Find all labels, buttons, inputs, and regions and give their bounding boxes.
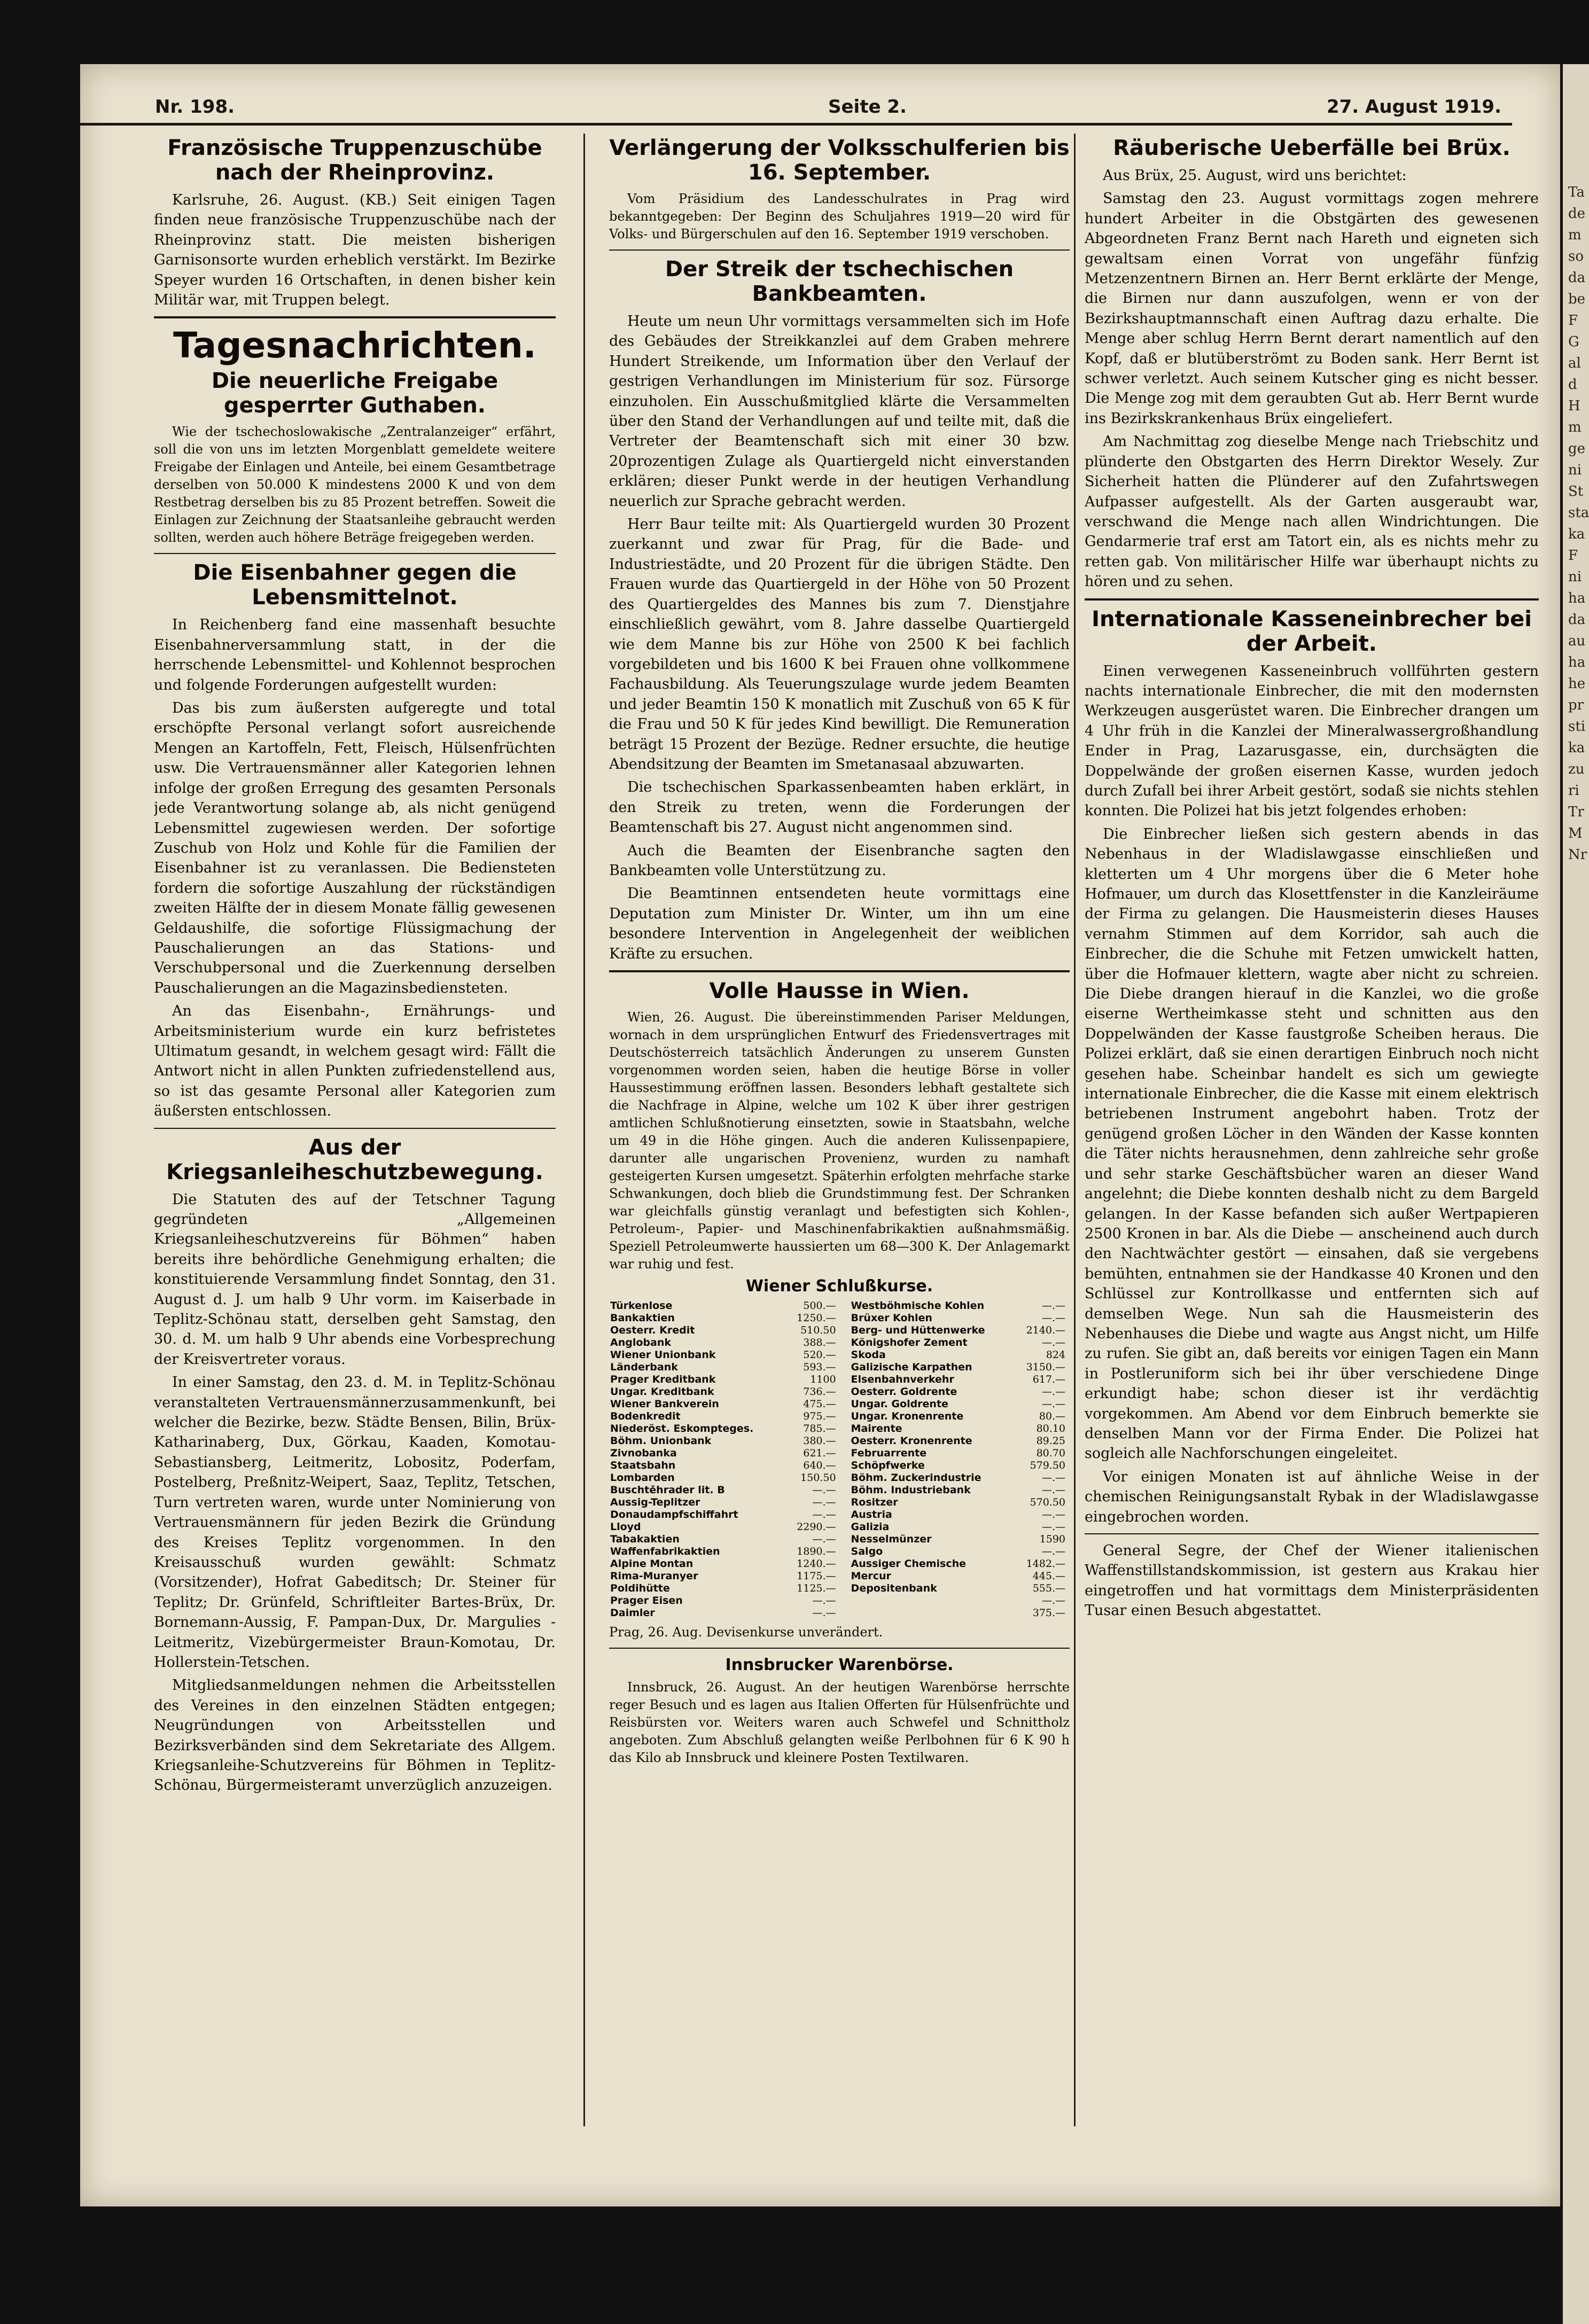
article-headline: Der Streik der tschechischen Bankbeamten. <box>665 257 1014 306</box>
stock-price: 475.— <box>803 1398 836 1410</box>
strip-fragment: m <box>1568 419 1582 435</box>
article-paragraph: Heute um neun Uhr vormittags versammelten sich im Hofe des Gebäudes der Streikkanzlei auf dem Graben mehrere Hundert Streikende, um Information über den Verlauf der gestrigen Verhandlungen im Ministerium für soz. Fürsorge einzuholen. Ein Ausschußmitglied klärte die Versammelten über den Stand der Verhandlungen auf und teilte mit, daß die Vertreter der Beamtenschaft sich mit einer 30 bzw. 20prozentigen Zulage als Quartiergeld nicht einverstanden erklären; dieser Punkt werde in der heutigen Verhandlung neuerlich zur Sprache gebracht werden. <box>609 313 1070 510</box>
stock-price: 621.— <box>803 1447 836 1459</box>
article-paragraph: In Reichenberg fand eine massenhaft besuchte Eisenbahnerversammlung statt, in der die herrschende Lebensmittel- und Kohlennot besprochen und folgende Forderungen aufgestellt wurden: <box>154 617 556 693</box>
section-title: Tagesnachrichten. <box>173 325 536 366</box>
stock-price: —.— <box>812 1607 836 1619</box>
article-headline: Verlängerung der Volksschulferien bis 16. September. <box>609 136 1070 185</box>
stock-name <box>850 1607 1016 1619</box>
stock-row <box>609 1595 1070 1607</box>
stock-price: 150.50 <box>800 1472 836 1484</box>
strip-fragment: zu <box>1568 761 1585 777</box>
stock-price: 1482.— <box>1026 1558 1065 1570</box>
stock-price: —.— <box>812 1533 836 1545</box>
stock-price: —.— <box>1041 1398 1065 1410</box>
strip-fragment: be <box>1568 291 1586 307</box>
stock-gap <box>840 1595 850 1607</box>
article-paragraph: Aus Brüx, 25. August, wird uns berichtet: <box>1103 167 1407 184</box>
stock-row <box>609 1410 1070 1423</box>
article-paragraph: Vom Präsidium des Landesschulrates in Prag wird bekanntgegeben: Der Beginn des Schuljahres 1919—20 wird für Volks- und Bürgerschulen auf den 16. September 1919 verschoben. <box>609 191 1070 241</box>
article-divider <box>154 553 556 554</box>
stock-row <box>609 1533 1070 1546</box>
stock-name: Lloyd <box>610 1521 641 1533</box>
stock-row <box>609 1349 1070 1361</box>
stock-name: Buschtěhrader lit. B <box>610 1484 725 1496</box>
stock-name: Daimler <box>610 1607 655 1619</box>
stock-price: —.— <box>1041 1312 1065 1324</box>
strip-fragment: Nr <box>1568 847 1587 863</box>
stock-price: —.— <box>1041 1386 1065 1398</box>
issue-number: Nr. 198. <box>155 96 235 118</box>
stock-price: 1100 <box>810 1374 836 1385</box>
article-paragraph: Einen verwegenen Kasseneinbruch vollführten gestern nachts internationale Einbrecher, die mit den modernsten Werkzeugen ausgerüstet waren. Die Einbrecher drangen um 4 Uhr früh in die Kanzlei der Mineralwassergroßhandlung Ender in Prag, Lazarusgasse, ein, durchsägten die Doppelwände der großen eisernen Kasse, wurden jedoch durch Zufall bei ihrer Arbeit gestört, sodaß sie nichts stehlen konnten. Die Polizei hat bis jetzt folgendes erhoben: <box>1085 662 1539 820</box>
page-header <box>80 96 1512 126</box>
stock-row <box>609 1558 1070 1570</box>
stock-name: Anglobank <box>610 1337 671 1348</box>
strip-fragment: ha <box>1568 654 1586 670</box>
stock-price: 2290.— <box>797 1521 836 1533</box>
stock-price: 3150.— <box>1026 1361 1065 1373</box>
article-paragraph: Wie der tschechoslowakische „Zentralanzeiger“ erfährt, soll die von uns im letzten Morgenblatt gemeldete weitere Freigabe der Einlagen und Anteile, bei einem Gesamtbetrage derselben von 50.000 K mindestens 2000 K und von dem Restbetrag derselben bis zu 85 Prozent betreffen. Soweit die Einlagen zur Zeichnung der Staatsanleihe gebraucht werden sollten, werden auch höhere Beträge freigegeben werden. <box>154 424 556 545</box>
stock-gap <box>840 1435 850 1447</box>
stock-name: Zivnobanka <box>610 1447 677 1459</box>
article-divider <box>154 316 556 318</box>
adjacent-page-edge <box>1563 64 1589 2324</box>
stock-price: —.— <box>1041 1472 1065 1484</box>
stock-name: Berg- und Hüttenwerke <box>851 1324 985 1336</box>
stock-row <box>609 1398 1070 1410</box>
stock-row <box>609 1607 1070 1619</box>
stock-name: Staatsbahn <box>610 1460 676 1471</box>
stock-name: Bodenkredit <box>610 1410 681 1422</box>
stock-price: 89.25 <box>1036 1435 1065 1447</box>
column-left <box>154 134 556 2132</box>
stock-note: Prag, 26. Aug. Devisenkurse unverändert. <box>609 1625 883 1640</box>
stock-name: Westböhmische Kohlen <box>851 1300 985 1312</box>
article-paragraph: Karlsruhe, 26. August. (KB.) Seit einigen Tagen finden neue französische Truppenzuschübe nach der Rheinprovinz statt. Die meisten bisherigen Garnisonsorte wurden erheblich verstärkt. Im Bezirke Speyer wurden 16 Ortschaften, in denen bisher kein Militär war, mit Truppen belegt. <box>154 192 556 309</box>
strip-fragment: pr <box>1568 697 1584 713</box>
stock-price: 380.— <box>803 1435 836 1447</box>
stock-name: Skoda <box>851 1349 886 1361</box>
stock-gap <box>840 1386 850 1398</box>
stock-row <box>609 1374 1070 1386</box>
stock-price: —.— <box>1041 1509 1065 1520</box>
stock-price: 510.50 <box>800 1324 836 1336</box>
article-paragraph: An das Eisenbahn-, Ernährungs- und Arbeitsministerium wurde ein kurz befristetes Ultimatum gesandt, in welchem gesagt wird: Fällt die Antwort nicht in allen Punkten zufriedenstellend aus, so ist das gesamte Personal aller Kategorien zum äußersten entschlossen. <box>154 1003 556 1120</box>
article-paragraph: General Segre, der Chef der Wiener italienischen Waffenstillstandskommission, ist gestern aus Krakau hier eingetroffen und hat vormittags dem Ministerpräsidenten Tusar einen Besuch abgestattet. <box>1085 1542 1539 1619</box>
stock-row <box>609 1337 1070 1349</box>
stock-price: 375.— <box>1032 1607 1065 1619</box>
stock-price: 570.50 <box>1030 1496 1065 1508</box>
stock-row <box>609 1386 1070 1398</box>
article-headline: Innsbrucker Warenbörse. <box>725 1656 954 1674</box>
stock-gap <box>840 1607 850 1619</box>
stock-price: 1240.— <box>797 1558 836 1570</box>
article-headline: Räuberische Ueberfälle bei Brüx. <box>1113 136 1510 160</box>
stock-name: Schöpfwerke <box>851 1460 925 1471</box>
stock-gap <box>840 1496 850 1509</box>
article-paragraph: Die tschechischen Sparkassenbeamten haben erklärt, in den Streik zu treten, wenn die Forderungen der Beamtenschaft bis 27. August nicht angenommen sind. <box>609 779 1070 836</box>
stock-name: Niederöst. Eskompteges. <box>610 1423 754 1434</box>
strip-fragment: da <box>1568 612 1586 628</box>
stock-quotes-table <box>609 1300 1070 1619</box>
stock-name: Alpine Montan <box>610 1558 694 1570</box>
stock-price: 1590 <box>1039 1533 1065 1545</box>
stock-gap <box>840 1300 850 1312</box>
stock-gap <box>840 1533 850 1546</box>
strip-fragment: da <box>1568 270 1586 286</box>
stock-price: 1890.— <box>797 1546 836 1557</box>
stock-table-title: Wiener Schlußkurse. <box>745 1277 933 1296</box>
stock-name: Länderbank <box>610 1361 678 1373</box>
article-paragraph: Wien, 26. August. Die übereinstimmenden Pariser Meldungen, wornach in dem ursprünglichen Entwurf des Friedensvertrages mit Deutschösterreich tatsächlich Änderungen zu unserem Gunsten vorgenommen worden seien, haben die heutige Börse in voller Haussestimmung eröffnen lassen. Besonders lebhaft gestaltete sich die Nachfrage in Alpine, welche um 102 K über ihrer gestrigen amtlichen Schlußnotierung einsetzten, sowie in Staatsbahn, welche um 49 in die Höhe gingen. Auch die anderen Kulissenpapiere, darunter alle ungarischen Provenienz, wurden zu namhaft gesteigerten Kursen umgesetzt. Späterhin erfolgten mehrfache starke Schwankungen, doch blieb die Grundstimmung fest. Der Schranken war gleichfalls günstig veranlagt und befestigten sich Kohlen-, Petroleum-, Papier- und Maschinenfabrikaktien außnahmsmäßig. Speziell Petroleumwerte haussierten um 68—300 K. Der Anlagemarkt war ruhig und fest. <box>609 1010 1070 1272</box>
strip-fragment: ri <box>1568 783 1579 799</box>
stock-price: 80.70 <box>1036 1447 1065 1459</box>
stock-price: 640.— <box>803 1460 836 1471</box>
stock-gap <box>840 1509 850 1521</box>
stock-row <box>609 1484 1070 1496</box>
article-headline: Die Eisenbahner gegen die Lebensmittelnot. <box>193 560 517 610</box>
stock-row <box>609 1423 1070 1435</box>
stock-name: Ungar. Goldrente <box>851 1398 948 1410</box>
stock-gap <box>840 1570 850 1582</box>
strip-fragment: he <box>1568 676 1586 692</box>
stock-gap <box>840 1484 850 1496</box>
stock-name: Austria <box>851 1509 892 1520</box>
stock-gap <box>840 1361 850 1374</box>
stock-gap <box>840 1472 850 1484</box>
stock-name: Waffenfabrikaktien <box>610 1546 720 1557</box>
stock-row <box>609 1472 1070 1484</box>
strip-fragment: d <box>1568 377 1577 393</box>
stock-row <box>609 1496 1070 1509</box>
strip-fragment: ge <box>1568 441 1586 457</box>
stock-price: 1125.— <box>797 1582 836 1594</box>
stock-name: Wiener Bankverein <box>610 1398 719 1410</box>
stock-name: Lombarden <box>610 1472 675 1484</box>
stock-gap <box>840 1558 850 1570</box>
strip-fragment: G <box>1568 334 1579 350</box>
stock-name: Rositzer <box>851 1496 898 1508</box>
stock-name: Poldihütte <box>610 1582 670 1594</box>
article-divider <box>609 249 1070 251</box>
strip-fragment: Ta <box>1568 184 1585 200</box>
stock-row <box>609 1509 1070 1521</box>
strip-fragment: sta <box>1568 505 1589 521</box>
article-paragraph: Das bis zum äußersten aufgeregte und total erschöpfte Personal verlangt sofort ausreichende Mengen an Kartoffeln, Fett, Fleisch, Hülsenfrüchten usw. Die Vertrauensmänner aller Kategorien lehnen infolge der großen Erregung des gesamten Personals jede Verantwortung solange ab, als nicht genügend Lebensmittel zugewiesen werden. Der sofortige Zuschub von Holz und Kohle für die Familien der Eisenbahner ist zu veranlassen. Die Bediensteten fordern die sofortige Auszahlung der rückständigen zweiten Hälfte der in diesem Monate fällig gewesenen Geldaushilfe, die sofortige Flüssigmachung der Pauschalierungen an das Stations- und Verschubpersonal und die Zuerkennung derselben Pauschalierungen an die Magazinsbediensteten. <box>154 700 556 996</box>
strip-fragment: ka <box>1568 740 1585 756</box>
stock-name: Königshofer Zement <box>851 1337 968 1348</box>
stock-price: 824 <box>1046 1349 1065 1361</box>
stock-name: Donaudampfschiffahrt <box>610 1509 738 1520</box>
stock-price: 555.— <box>1032 1582 1065 1594</box>
page-number: Seite 2. <box>828 96 907 118</box>
article-paragraph: Am Nachmittag zog dieselbe Menge nach Triebschitz und plünderte den Obstgarten des Herrn Direktor Wesely. Zur Sicherheit hatten die Plünderer auf den Zufahrtswegen Aufpasser aufgestellt. Als der Garten ausgeraubt war, verschwand die Menge nach allen Windrichtungen. Die Gendarmerie traf erst am Tatort ein, als es nichts mehr zu retten gab. Von militärischer Hilfe war überhaupt nichts zu hören und zu sehen. <box>1085 433 1539 590</box>
stock-price: 80.— <box>1039 1410 1065 1422</box>
stock-price: 617.— <box>1032 1374 1065 1385</box>
strip-fragment: sti <box>1568 719 1586 735</box>
stock-price: —.— <box>812 1496 836 1508</box>
stock-gap <box>840 1521 850 1533</box>
stock-row <box>609 1312 1070 1324</box>
stock-name: Salgo <box>851 1546 883 1557</box>
strip-fragment: ni <box>1568 569 1582 585</box>
stock-gap <box>840 1312 850 1324</box>
stock-name: Tabakaktien <box>610 1533 680 1545</box>
article-paragraph: Mitgliedsanmeldungen nehmen die Arbeitsstellen des Vereines in den einzelnen Städten entgegen; Neugründungen von Arbeitsstellen und Bezirksverbänden sind dem Sekretariate des Allgem. Kriegsanleihe-Schutzvereins für Böhmen in Teplitz-Schönau, Bürgermeisteramt unverzüglich anzuzeigen. <box>154 1677 556 1794</box>
stock-name: Ungar. Kronenrente <box>851 1410 964 1422</box>
stock-name: Aussig-Teplitzer <box>610 1496 700 1508</box>
stock-row <box>609 1460 1070 1472</box>
stock-price: 975.— <box>803 1410 836 1422</box>
article-paragraph: In einer Samstag, den 23. d. M. in Teplitz-Schönau veranstalteten Vertrauensmännerzusammenkunft, bei welcher die Bezirke, bezw. Städte Bensen, Bilin, Brüx-Katharinaberg, Dux, Görkau, Kaaden, Komotau-Sebastiansberg, Leitmeritz, Lobositz, Poderfam, Postelberg, Preßnitz-Weipert, Saaz, Teplitz, Tetschen, Turn vertreten waren, wurde unter Nominierung von Vertrauensmännern für jeden Bezirk die Gründung des Kreises Teplitz vorgenommen. In den Kreisausschuß wurden gewählt: Schmatz (Vorsitzender), Hofrat Gabeditsch; Dr. Steiner für Teplitz; Dr. Grünfeld, Schriftleiter Bartes-Brüx, Dr. Bornemann-Aussig, F. Pampan-Dux, Dr. Margulies - Leitmeritz, Vizebürgermeister Braun-Komotau, Dr. Hollerstein-Tetschen. <box>154 1374 556 1671</box>
article-paragraph: Die Statuten des auf der Tetschner Tagung gegründeten „Allgemeinen Kriegsanleiheschutzvereins für Böhmen“ haben bereits ihre behördliche Genehmigung erhalten; die konstituierende Versammlung findet Sonntag, den 31. August d. J. um halb 9 Uhr vorm. im Kaiserbade in Teplitz-Schönau statt, derselben geht Samstag, den 30. d. M. um halb 9 Uhr abends eine Vorbesprechung der Kreisvertreter voraus. <box>154 1191 556 1368</box>
stock-price: 1175.— <box>797 1570 836 1582</box>
column-rule <box>1074 134 1076 2126</box>
article-headline: Internationale Kasseneinbrecher bei der Arbeit. <box>1092 606 1532 656</box>
stock-price: 785.— <box>803 1423 836 1434</box>
stock-price: —.— <box>812 1509 836 1520</box>
article-paragraph: Innsbruck, 26. August. An der heutigen Warenbörse herrschte reger Besuch und es lagen aus Italien Offerten für Hülsenfrüchte und Reisbürsten vor. Weiters waren auch Schwefel und Schnittholz angeboten. Zum Abschluß gelangten weiße Perlbohnen für 6 K 90 h das Kilo ab Innsbruck und kleinere Posten Textilwaren. <box>609 1680 1070 1765</box>
stock-price: 520.— <box>803 1349 836 1361</box>
stock-name: Rima-Muranyer <box>610 1570 698 1582</box>
stock-name: Elsenbahnverkehr <box>851 1374 954 1385</box>
article-paragraph: Die Beamtinnen entsendeten heute vormittags eine Deputation zum Minister Dr. Winter, um ihn um eine besondere Intervention in Angelegenheit der weiblichen Kräfte zu ersuchen. <box>609 885 1070 962</box>
stock-price: 579.50 <box>1030 1460 1065 1471</box>
stock-name: Brüxer Kohlen <box>851 1312 932 1324</box>
stock-price: 2140.— <box>1026 1324 1065 1336</box>
stock-price: —.— <box>812 1484 836 1496</box>
stock-row <box>609 1447 1070 1460</box>
stock-gap <box>840 1460 850 1472</box>
stock-price: —.— <box>1041 1521 1065 1533</box>
article-paragraph: Samstag den 23. August vormittags zogen mehrere hundert Arbeiter in die Obstgärten des gewesenen Abgeordneten Franz Bernt nach Hareth und eigneten sich gewaltsam einen Vorrat von ungefähr fünfzig Metzenzentnern Birnen an. Herr Bernt erklärte der Menge, die Birnen nur dann auszufolgen, wenn er von der Bezirkshauptmannschaft einen Auftrag dazu erhalte. Die Menge aber schlug Herrn Bernt derart namentlich auf den Kopf, daß er blutüberströmt zu Boden sank. Herr Bernt ist schwer verletzt. Auch seinem Kutscher ging es nicht besser. Die Menge zog mit dem geraubten Gut ab. Herr Bernt wurde ins Bezirkskrankenhaus Brüx eingeliefert. <box>1085 190 1539 427</box>
strip-fragment: Tr <box>1568 804 1584 820</box>
strip-fragment: m <box>1568 227 1582 243</box>
stock-name: Bankaktien <box>610 1312 675 1324</box>
strip-fragment: H <box>1568 398 1580 414</box>
article-headline: Volle Hausse in Wien. <box>709 979 970 1003</box>
strip-fragment: de <box>1568 206 1586 222</box>
stock-price: 445.— <box>1032 1570 1065 1582</box>
stock-row <box>609 1582 1070 1595</box>
strip-fragment: M <box>1568 825 1583 841</box>
stock-gap <box>840 1546 850 1558</box>
stock-price: 388.— <box>803 1337 836 1348</box>
article-paragraph: Vor einigen Monaten ist auf ähnliche Weise in der chemischen Reinigungsanstalt Rybak in der Wladislawgasse eingebrochen worden. <box>1085 1468 1539 1525</box>
stock-price: —.— <box>1041 1337 1065 1348</box>
stock-name: Depositenbank <box>851 1582 937 1594</box>
strip-fragment: F <box>1568 548 1578 564</box>
stock-price: —.— <box>812 1595 836 1606</box>
stock-row <box>609 1361 1070 1374</box>
article-paragraph: Die Einbrecher ließen sich gestern abends in das Nebenhaus in der Wladislawgasse einschließen und kletterten um 4 Uhr morgens über die 6 Meter hohe Hofmauer, um durch das Klosettfenster in die Kanzleiräume der Firma zu gelangen. Die Hausmeisterin dieses Hauses vernahm Stimmen auf dem Korridor, sah auch die Einbrecher, die die Schuhe mit Fetzen umwickelt hatten, über die Hofmauer klettern, wagte aber nicht zu schreien. Die Diebe drangen hierauf in die Kanzlei, wo die große eiserne Wertheimkasse steht und schnitten aus den Doppelwänden der Kasse faustgroße Scheiben heraus. Die Polizei erklärt, daß sie einen derartigen Einbruch noch nicht gesehen habe. Scheinbar handelt es sich um gewiegte internationale Einbrecher, die die Kasse mit einem elektrisch betriebenen Instrument angebohrt haben. Trotz der genügend großen Löcher in den Wänden der Kasse konnten die Täter nichts herausnehmen, denn zahlreiche sehr große und sehr starke Geschäftsbücher waren an dieser Wand angelehnt; die Diebe konnten deshalb nicht zu dem Bargeld gelangen. In der Kasse befanden sich außer Wertpapieren 2500 Kronen in bar. Als die Diebe — anscheinend auch durch den Nachtwächter gestört — einsahen, daß sie vergebens bemühten, entnahmen sie der Handkasse 40 Kronen und den Schlüssel zur Kontrollkasse und entfernten sich auf demselben Wege. Nun sah die Hausmeisterin des Nebenhauses die Diebe und wagte aus Angst nicht, um Hilfe zu rufen. Sie gibt an, daß bereits vor einigen Tagen ein Mann in Postleruniform sich bei ihr über verschiedene Dinge erkundigt habe; schon dieser ist ihr verdächtig vorgekommen. Am Abend vor dem Einbruch bemerkte sie denselben Mann vor der Firma Ender. Die Polizei hat sogleich alle Nachforschungen eingeleitet. <box>1085 825 1539 1462</box>
article-divider <box>1085 1533 1539 1534</box>
stock-name: Galizia <box>851 1521 890 1533</box>
article-divider <box>1085 598 1539 601</box>
stock-gap <box>840 1324 850 1337</box>
stock-name: Böhm. Industriebank <box>851 1484 971 1496</box>
stock-name: Nesselmünzer <box>851 1533 932 1545</box>
strip-fragment: F <box>1568 313 1578 329</box>
article-headline: Die neuerliche Freigabe gesperrter Guthaben. <box>211 369 498 418</box>
article-paragraph: Auch die Beamten der Eisenbranche sagten den Bankbeamten volle Unterstützung zu. <box>609 842 1070 879</box>
stock-name: Prager Eisen <box>610 1595 683 1606</box>
stock-name: Oesterr. Goldrente <box>851 1386 957 1398</box>
article-divider <box>154 1128 556 1129</box>
strip-fragment: ka <box>1568 526 1585 542</box>
strip-fragment: St <box>1568 483 1584 500</box>
stock-name: Galizische Karpathen <box>851 1361 972 1373</box>
article-divider <box>609 970 1070 972</box>
column-rule <box>583 134 585 2126</box>
stock-price: 736.— <box>803 1386 836 1398</box>
stock-price: 80.10 <box>1036 1423 1065 1434</box>
column-middle <box>609 134 1070 2132</box>
stock-price: —.— <box>1041 1300 1065 1312</box>
stock-row <box>609 1570 1070 1582</box>
stock-name: Türkenlose <box>610 1300 673 1312</box>
stock-name: Wiener Unionbank <box>610 1349 716 1361</box>
stock-row <box>609 1546 1070 1558</box>
stock-gap <box>840 1374 850 1386</box>
stock-price: 500.— <box>803 1300 836 1312</box>
stock-row <box>609 1324 1070 1337</box>
stock-gap <box>840 1447 850 1460</box>
stock-name: Prager Kreditbank <box>610 1374 716 1385</box>
stock-gap <box>840 1349 850 1361</box>
article-headline: Französische Truppenzuschübe nach der Rheinprovinz. <box>167 136 542 185</box>
strip-fragment: ni <box>1568 462 1582 478</box>
issue-date: 27. August 1919. <box>1326 96 1501 118</box>
stock-gap <box>840 1410 850 1423</box>
stock-name: Aussiger Chemische <box>851 1558 967 1570</box>
stock-name: Mercur <box>851 1570 891 1582</box>
stock-price: —.— <box>1041 1484 1065 1496</box>
stock-price: 593.— <box>803 1361 836 1373</box>
article-headline: Aus der Kriegsanleiheschutzbewegung. <box>166 1135 543 1184</box>
stock-row <box>609 1300 1070 1312</box>
stock-name: Oesterr. Kredit <box>610 1324 695 1336</box>
stock-row <box>609 1521 1070 1533</box>
stock-price: 1250.— <box>797 1312 836 1324</box>
stock-name: Ungar. Kreditbank <box>610 1386 714 1398</box>
stock-name: Oesterr. Kronenrente <box>851 1435 972 1447</box>
stock-price: —.— <box>1041 1595 1065 1606</box>
stock-gap <box>840 1423 850 1435</box>
stock-name <box>850 1595 1016 1607</box>
strip-fragment: so <box>1568 248 1584 264</box>
column-right <box>1085 134 1539 2132</box>
strip-fragment: au <box>1568 633 1586 649</box>
stock-name: Mairente <box>851 1423 902 1434</box>
stock-name: Böhm. Unionbank <box>610 1435 712 1447</box>
strip-fragment: ha <box>1568 590 1586 606</box>
stock-gap <box>840 1582 850 1595</box>
stock-gap <box>840 1337 850 1349</box>
stock-name: Böhm. Zuckerindustrie <box>851 1472 982 1484</box>
article-divider <box>609 1648 1070 1649</box>
strip-fragment: al <box>1568 355 1581 371</box>
stock-gap <box>840 1398 850 1410</box>
stock-name: Februarrente <box>851 1447 927 1459</box>
stock-price: —.— <box>1041 1546 1065 1557</box>
stock-row <box>609 1435 1070 1447</box>
article-paragraph: Herr Baur teilte mit: Als Quartiergeld wurden 30 Prozent zuerkannt und zwar für Prag, für die Bade- und Industriestädte, und 20 Prozent für die übrigen Städte. Den Frauen wurde das Quartiergeld in der Höhe von 50 Prozent des Quartiergeldes des Mannes bis zum 7. Dienstjahre einschließlich gewährt, vom 8. Jahre dasselbe Quartiergeld wie dem Manne bis zur Höhe von 2500 K bei fachlich vorgebildeten und bis 1600 K bei Frauen ohne vollkommene Fachausbildung. Als Teuerungszulage wurde jedem Beamten und jeder Beamtin 150 K monatlich mit Zuschuß von 65 K für die Frau und 50 K für jedes Kind bewilligt. Die Remuneration beträgt 15 Prozent der Bezüge. Redner ersuchte, die heutige Abendsitzung der Beamten im Smetanasaal abzuwarten. <box>609 516 1070 773</box>
